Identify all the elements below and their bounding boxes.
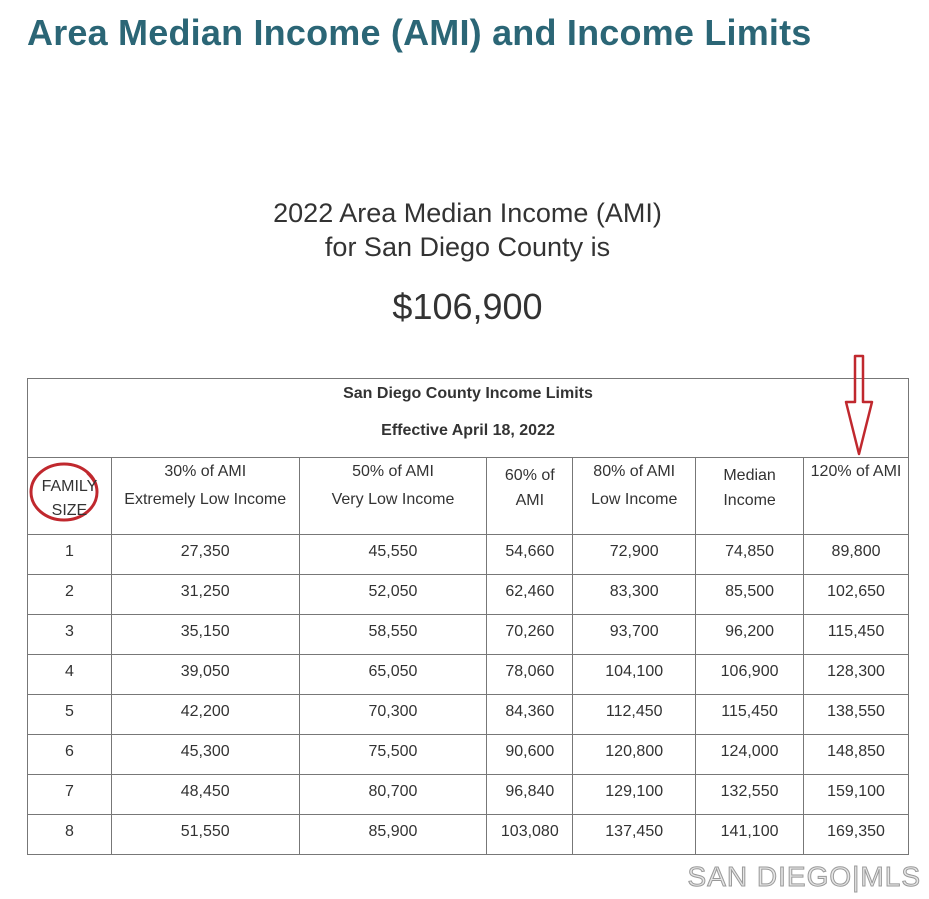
header-80-ami-line2: Low Income bbox=[591, 491, 678, 508]
median-income-cell: 132,550 bbox=[696, 775, 804, 815]
median-income-cell: 74,850 bbox=[696, 535, 804, 575]
median-income-cell: 124,000 bbox=[696, 735, 804, 775]
page-title: Area Median Income (AMI) and Income Limits bbox=[27, 12, 812, 53]
header-median-line2: Income bbox=[723, 492, 776, 509]
family-size-cell: 4 bbox=[28, 655, 112, 695]
ami50-cell: 85,900 bbox=[299, 815, 487, 855]
table-row bbox=[28, 775, 909, 815]
ami-heading-line1: 2022 Area Median Income (AMI) bbox=[273, 198, 662, 228]
median-income-cell: 115,450 bbox=[696, 695, 804, 735]
ami60-cell: 54,660 bbox=[487, 535, 573, 575]
table-row bbox=[28, 535, 909, 575]
ami60-cell: 84,360 bbox=[487, 695, 573, 735]
table-row bbox=[28, 735, 909, 775]
ami50-cell: 58,550 bbox=[299, 615, 487, 655]
header-80-ami bbox=[573, 458, 696, 535]
table-row bbox=[28, 575, 909, 615]
ami30-cell: 31,250 bbox=[111, 575, 299, 615]
ami60-cell: 90,600 bbox=[487, 735, 573, 775]
table-header-row bbox=[28, 458, 909, 535]
ami120-cell: 128,300 bbox=[804, 655, 909, 695]
ami50-cell: 65,050 bbox=[299, 655, 487, 695]
header-50-ami-line1: 50% of AMI bbox=[352, 463, 434, 480]
ami120-cell: 159,100 bbox=[804, 775, 909, 815]
header-median-income bbox=[696, 458, 804, 535]
family-size-line2: SIZE bbox=[51, 502, 88, 519]
table-caption-title: San Diego County Income Limits bbox=[343, 385, 593, 402]
ami30-cell: 39,050 bbox=[111, 655, 299, 695]
table-row bbox=[28, 655, 909, 695]
header-30-ami-line2: Extremely Low Income bbox=[124, 491, 287, 508]
watermark-brand-left: SAN DIEGO bbox=[687, 861, 853, 892]
table-row bbox=[28, 695, 909, 735]
ami120-cell: 115,450 bbox=[804, 615, 909, 655]
header-median-line1: Median bbox=[723, 467, 776, 484]
header-60-ami bbox=[487, 458, 573, 535]
watermark-separator: | bbox=[852, 861, 861, 892]
ami80-cell: 72,900 bbox=[573, 535, 696, 575]
table-caption-effective-date: Effective April 18, 2022 bbox=[381, 422, 555, 439]
income-limits-table bbox=[27, 378, 909, 855]
ami80-cell: 137,450 bbox=[573, 815, 696, 855]
family-size-label bbox=[28, 475, 111, 523]
header-50-ami bbox=[299, 458, 487, 535]
ami120-cell: 169,350 bbox=[804, 815, 909, 855]
ami60-cell: 62,460 bbox=[487, 575, 573, 615]
family-size-cell: 8 bbox=[28, 815, 112, 855]
ami80-cell: 129,100 bbox=[573, 775, 696, 815]
ami60-cell: 78,060 bbox=[487, 655, 573, 695]
ami120-cell: 89,800 bbox=[804, 535, 909, 575]
family-size-cell: 3 bbox=[28, 615, 112, 655]
family-size-cell: 7 bbox=[28, 775, 112, 815]
ami60-cell: 70,260 bbox=[487, 615, 573, 655]
header-family-size bbox=[28, 458, 112, 535]
family-size-line1: FAMILY bbox=[41, 478, 98, 495]
ami80-cell: 83,300 bbox=[573, 575, 696, 615]
ami30-cell: 51,550 bbox=[111, 815, 299, 855]
header-120-ami-label: 120% of AMI bbox=[810, 463, 902, 480]
ami50-cell: 70,300 bbox=[299, 695, 487, 735]
ami120-cell: 102,650 bbox=[804, 575, 909, 615]
ami30-cell: 35,150 bbox=[111, 615, 299, 655]
median-income-cell: 141,100 bbox=[696, 815, 804, 855]
ami50-cell: 80,700 bbox=[299, 775, 487, 815]
family-size-cell: 1 bbox=[28, 535, 112, 575]
header-60-ami-line2: AMI bbox=[515, 492, 545, 509]
ami30-cell: 27,350 bbox=[111, 535, 299, 575]
header-30-ami bbox=[111, 458, 299, 535]
header-50-ami-line2: Very Low Income bbox=[331, 491, 455, 508]
header-30-ami-line1: 30% of AMI bbox=[164, 463, 247, 480]
ami80-cell: 120,800 bbox=[573, 735, 696, 775]
family-size-cell: 2 bbox=[28, 575, 112, 615]
ami120-cell: 138,550 bbox=[804, 695, 909, 735]
san-diego-mls-watermark bbox=[688, 861, 921, 893]
header-60-ami-line1: 60% of bbox=[504, 467, 555, 484]
family-size-cell: 6 bbox=[28, 735, 112, 775]
ami80-cell: 112,450 bbox=[573, 695, 696, 735]
median-income-cell: 96,200 bbox=[696, 615, 804, 655]
family-size-cell: 5 bbox=[28, 695, 112, 735]
header-120-ami bbox=[804, 458, 909, 535]
ami50-cell: 45,550 bbox=[299, 535, 487, 575]
median-income-cell: 106,900 bbox=[696, 655, 804, 695]
ami30-cell: 48,450 bbox=[111, 775, 299, 815]
ami80-cell: 104,100 bbox=[573, 655, 696, 695]
ami30-cell: 42,200 bbox=[111, 695, 299, 735]
ami50-cell: 52,050 bbox=[299, 575, 487, 615]
ami-value: $106,900 bbox=[392, 286, 543, 327]
table-caption bbox=[28, 379, 909, 458]
median-income-cell: 85,500 bbox=[696, 575, 804, 615]
watermark-brand-right: MLS bbox=[860, 861, 921, 892]
table-row bbox=[28, 615, 909, 655]
down-arrow-icon bbox=[843, 354, 875, 458]
ami-heading-line2: for San Diego County is bbox=[324, 232, 611, 262]
ami30-cell: 45,300 bbox=[111, 735, 299, 775]
ami60-cell: 103,080 bbox=[487, 815, 573, 855]
ami-heading bbox=[0, 196, 929, 264]
ami50-cell: 75,500 bbox=[299, 735, 487, 775]
table-row bbox=[28, 815, 909, 855]
ami80-cell: 93,700 bbox=[573, 615, 696, 655]
ami120-cell: 148,850 bbox=[804, 735, 909, 775]
ami60-cell: 96,840 bbox=[487, 775, 573, 815]
header-80-ami-line1: 80% of AMI bbox=[593, 463, 676, 480]
